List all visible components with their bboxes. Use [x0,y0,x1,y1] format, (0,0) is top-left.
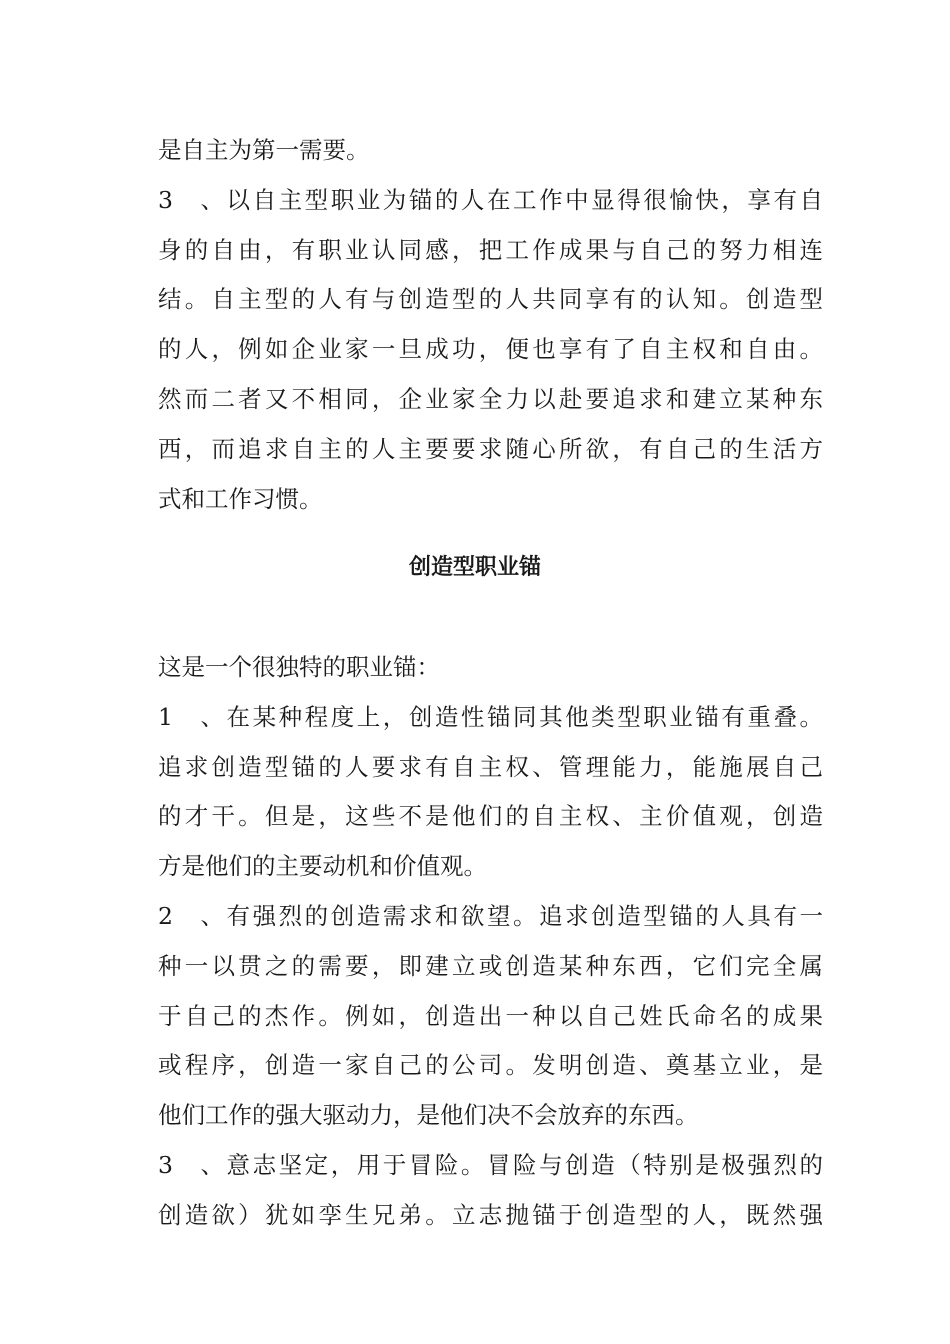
paragraph-line: 然而二者又不相同，企业家全力以赴要追求和建立某种东 [158,385,823,413]
list-number: 3、 [158,1151,224,1179]
list-item-text: 有强烈的创造需求和欲望。追求创造型锚的人具有一 [224,902,823,930]
paragraph-line: 的才干。但是，这些不是他们的自主权、主价值观，创造 [158,802,823,830]
list-number: 3、 [158,186,224,214]
list-item-3-first-line [158,185,823,215]
paragraph-line: 的人，例如企业家一旦成功，便也享有了自主权和自由。 [158,335,823,363]
paragraph-line: 方是他们的主要动机和价值观。 [158,852,487,880]
paragraph-line: 式和工作习惯。 [158,485,323,513]
paragraph-line: 创造欲）犹如孪生兄弟。立志抛锚于创造型的人，既然强 [158,1201,823,1229]
paragraph-line: 西，而追求自主的人主要要求随心所欲，有自己的生活方 [158,435,823,463]
paragraph-line: 于自己的杰作。例如，创造出一种以自己姓氏命名的成果 [158,1002,823,1030]
paragraph-line: 追求创造型锚的人要求有自主权、管理能力，能施展自己 [158,753,823,781]
paragraph-line: 这是一个很独特的职业锚： [158,653,440,681]
list-number: 2、 [158,902,224,930]
list-item-3-first-line [158,1150,823,1180]
paragraph-line: 身的自由，有职业认同感，把工作成果与自己的努力相连 [158,236,823,264]
list-item-text: 在某种程度上，创造性锚同其他类型职业锚有重叠。 [224,703,823,731]
list-item-text: 意志坚定，用于冒险。冒险与创造（特别是极强烈的 [224,1151,823,1179]
paragraph-line: 或程序，创造一家自己的公司。发明创造、奠基立业，是 [158,1051,823,1079]
paragraph-line: 是自主为第一需要。 [158,136,370,164]
list-item-2-first-line [158,901,823,931]
list-item-text: 以自主型职业为锚的人在工作中显得很愉快，享有自 [224,186,823,214]
list-item-1-first-line [158,702,823,732]
list-number: 1、 [158,703,224,731]
paragraph-line: 结。自主型的人有与创造型的人共同享有的认知。创造型 [158,285,823,313]
paragraph-line: 他们工作的强大驱动力，是他们决不会放弃的东西。 [158,1101,699,1129]
section-heading: 创造型职业锚 [408,555,541,580]
paragraph-line: 种一以贯之的需要，即建立或创造某种东西，它们完全属 [158,952,823,980]
